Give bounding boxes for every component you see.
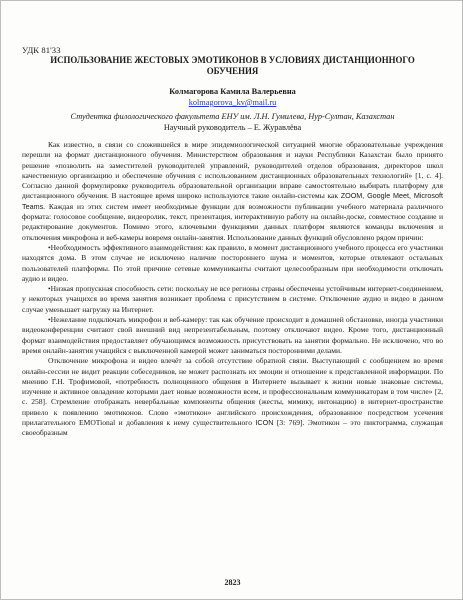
paragraph-emoticons-text-end: [3: 769]. Эмотикон – это пиктограмма, служащая своеобразным [22, 418, 444, 438]
paragraph-intro-text-cont: . Каждая из этих систем имеет необходимые функции для возможности публикации учебного материала различного формата: голосовое сообщение, видеоролик, текст, презентация, интерактивную работу на онлайн-доске, совместное создание и редактирование документов. Помимо этого, ключевыми функциями данных платформ являются команды включения и отключения микрофона и веб-камеры вовремя онлайн-занятия. Использование данных функций обусловлено рядом причин: [22, 201, 443, 242]
page-number: 2823 [224, 578, 241, 587]
article-body [22, 140, 443, 439]
author-name: Колмагорова Камила Валерьевна [169, 87, 296, 96]
paragraph-emoticons-text: Отключение микрофона и видео влечёт за собой отсутствие обратной связи. Выступающий с сообщением во время онлайн-сессии не видит реакции собеседников, не может распознать их эмоции и отношение к представленной информации. По мнению Г.Н. Трофимовой, «потребность полноценного общения в Интернете вызывает к жизни новые знаковые системы, изучение и активное овладение которыми дает новые возможности всем, и профессиональным коммуникаторам в том числе» [2, с. 258]. Стремление отображать невербальные компоненты общения (жесты, мимику, интонацию) в интернет-пространстве привело к появлению эмотиконов. Слово «эмотикон» английского происхождения, образованное посредством усечения прилагательного [22, 356, 443, 428]
platform-names: ZOOM, Google Meet, Microsoft Teams [22, 191, 443, 211]
bullet-camera-reluctance: •Нежелание подключать микрофон и веб-камеру: так как обучение происходит в домашней обстановке, иногда участники видеоконференции считают свой внешний вид непрезентабельным, поэтому отключают видео. Кроме того, дистанционный формат взаимодействия предоставляет обучающимся возможность присутствовать на занятии формально. Не исключено, что во время онлайн-занятия учащийся с выключенной камерой может заниматься посторонними делами. [22, 315, 443, 355]
bullet-low-bandwidth: •Низкая пропускная способность сети: поскольку не все регионы страны обеспечены устойчивым интернет-соединением, у некоторых учащихся во время занятия возникает проблема с присутствием в системе. Отключение аудио и видео в данном случае уменьшает нагрузку на Интернет. [22, 284, 443, 314]
udc-code: УДК 81'33 [22, 45, 61, 55]
article-title: ИСПОЛЬЗОВАНИЕ ЖЕСТОВЫХ ЭМОТИКОНОВ В УСЛОВИЯХ ДИСТАНЦИОННОГО ОБУЧЕНИЯ [50, 55, 415, 76]
paragraph-intro-text: Как известно, в связи со сложившейся в мире эпидемиологической ситуацией многие образовательные учреждения перешли на формат дистанционного обучения. Министерством образования и науки Республики Казахстан было принято решение «позволить на заместителей руководителей управлений, руководителей отделов образования, директоров школ качественную организацию и обеспечение обучения с использованием дистанционных образовательных технологий» [1, с. 4]. Согласно данной формулировке руководитель образовательной организации вправе самостоятельно выбирать платформу для дистанционного обучения. В настоящее время широко используются такие онлайн-системы как [22, 140, 443, 201]
author-affiliation: Студентка филологического факультета ЕНУ им. Л.Н. Гумилева, Нур-Султан, Казахстан [70, 112, 395, 121]
paragraph-emoticons [22, 356, 443, 438]
supervisor-line: Научный руководитель – Е. Журавлёва [163, 123, 302, 132]
paragraph-emoticons-text-cont: и добавления к нему существительного [115, 418, 256, 428]
paragraph-intro [22, 140, 443, 243]
author-email-link[interactable]: kolmagorova_kv@mail.ru [188, 98, 277, 107]
term-emotional: EMOTional [79, 418, 116, 428]
bullet-effective-interaction: •Необходимость эффективного взаимодействия: как правило, в момент дистанционного учебного процесса его участники находятся дома. В этом случае не исключено наличие постороннего шума и моментов, которые отвлекают остальных пользователей платформы. По этой причине сетевые коммуниканты считают целесообразным при необходимости отключать аудио и видео. [22, 242, 443, 283]
term-icon: ICON [255, 418, 274, 428]
